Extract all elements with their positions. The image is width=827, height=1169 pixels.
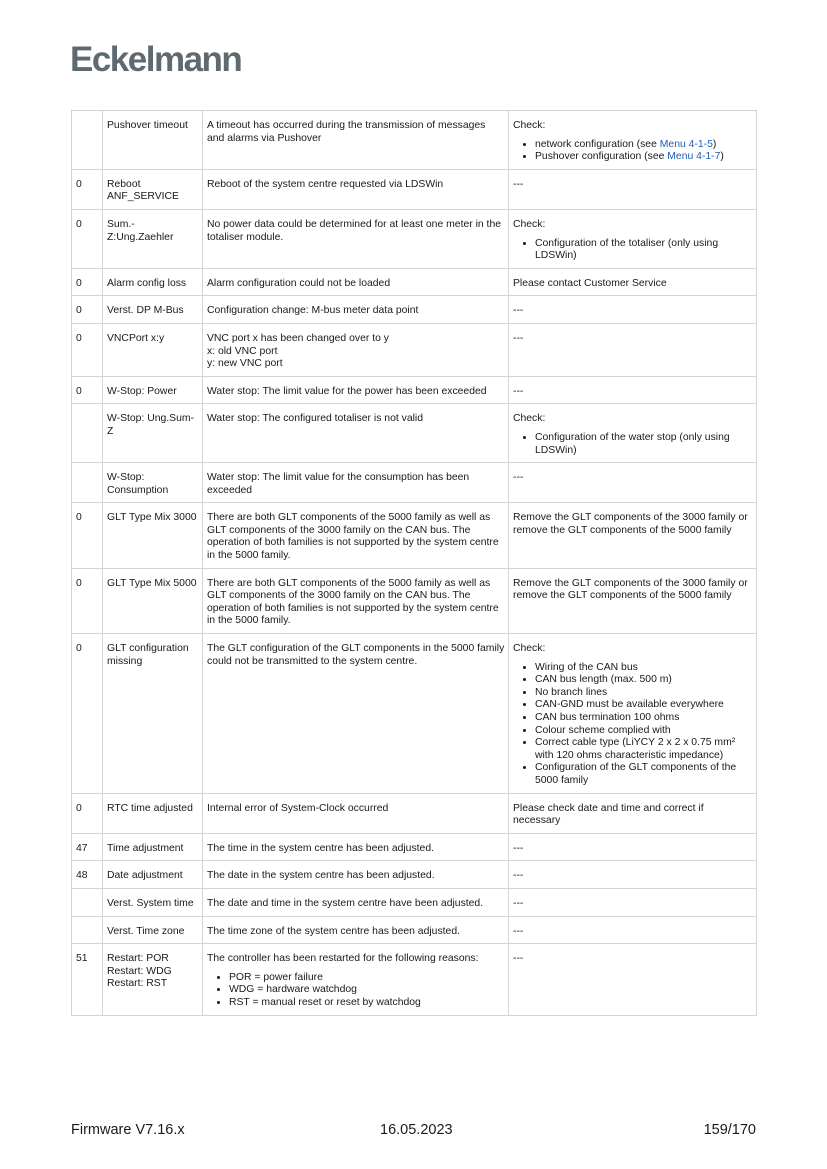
list-item: • Configuration of the water stop (only using LDSWin) bbox=[535, 432, 753, 457]
cell-number: 0 bbox=[72, 568, 103, 633]
table-row bbox=[72, 404, 757, 463]
cell-message: Verst. Time zone bbox=[103, 916, 203, 944]
cell-remedy: --- bbox=[509, 323, 757, 376]
table-row bbox=[72, 463, 757, 503]
cell-description: VNC port x has been changed over to y x: old VNC port y: new VNC port bbox=[203, 323, 509, 376]
cell-number: 0 bbox=[72, 634, 103, 794]
list-item: • POR = power failure bbox=[229, 972, 505, 985]
cell-remedy: --- bbox=[509, 833, 757, 861]
cell-number: 0 bbox=[72, 376, 103, 404]
list-item: • CAN-GND must be available everywhere bbox=[535, 699, 753, 712]
table-row bbox=[72, 944, 757, 1015]
list-item: • Colour scheme complied with bbox=[535, 725, 753, 738]
cell-message: RTC time adjusted bbox=[103, 793, 203, 833]
menu-link[interactable]: Menu 4-1-5 bbox=[659, 138, 713, 150]
footer-firmware: Firmware V7.16.x bbox=[71, 1122, 185, 1138]
table-row bbox=[72, 376, 757, 404]
table-row bbox=[72, 888, 757, 916]
menu-link[interactable]: Menu 4-1-7 bbox=[667, 151, 721, 163]
table-row bbox=[72, 296, 757, 324]
cell-remedy: --- bbox=[509, 916, 757, 944]
cell-number: 0 bbox=[72, 209, 103, 268]
list-item: • CAN bus length (max. 500 m) bbox=[535, 674, 753, 687]
cell-message: Pushover timeout bbox=[103, 111, 203, 170]
cell-description: The time in the system centre has been adjusted. bbox=[203, 833, 509, 861]
remedy-list bbox=[513, 238, 753, 263]
table-row bbox=[72, 503, 757, 568]
cell-remedy: Check: • Configuration of the water stop (only using LDSWin) bbox=[509, 404, 757, 463]
cell-description: The time zone of the system centre has been adjusted. bbox=[203, 916, 509, 944]
cell-description: A timeout has occurred during the transmission of messages and alarms via Pushover bbox=[203, 111, 509, 170]
table-row bbox=[72, 568, 757, 633]
cell-remedy: Check: • Configuration of the totaliser (only using LDSWin) bbox=[509, 209, 757, 268]
cell-message: VNCPort x:y bbox=[103, 323, 203, 376]
cell-remedy: Please contact Customer Service bbox=[509, 268, 757, 296]
cell-description: The controller has been restarted for the following reasons: • POR = power failure • WDG = hardware watchdog • RST = manual reset or reset by watchdog bbox=[203, 944, 509, 1015]
list-item: • WDG = hardware watchdog bbox=[229, 984, 505, 997]
cell-description: Water stop: The limit value for the power has been exceeded bbox=[203, 376, 509, 404]
cell-number bbox=[72, 916, 103, 944]
list-item: • CAN bus termination 100 ohms bbox=[535, 712, 753, 725]
footer-date: 16.05.2023 bbox=[380, 1122, 453, 1138]
cell-message: GLT Type Mix 5000 bbox=[103, 568, 203, 633]
list-item: • Pushover configuration (see Menu 4-1-7) bbox=[535, 151, 753, 164]
cell-number: 0 bbox=[72, 296, 103, 324]
cell-message: GLT configuration missing bbox=[103, 634, 203, 794]
description-list bbox=[207, 972, 505, 1010]
cell-description: Water stop: The configured totaliser is not valid bbox=[203, 404, 509, 463]
cell-number: 0 bbox=[72, 268, 103, 296]
cell-message: W-Stop: Ung.Sum-Z bbox=[103, 404, 203, 463]
table-row bbox=[72, 268, 757, 296]
cell-remedy: --- bbox=[509, 376, 757, 404]
cell-description: Internal error of System-Clock occurred bbox=[203, 793, 509, 833]
cell-message: Time adjustment bbox=[103, 833, 203, 861]
cell-description: There are both GLT components of the 5000 family as well as GLT components of the 3000 family on the CAN bus. The operation of both families is not supported by the system centre in the 5000 family. bbox=[203, 503, 509, 568]
cell-description: Reboot of the system centre requested via LDSWin bbox=[203, 169, 509, 209]
footer-page-number: 159/170 bbox=[703, 1122, 756, 1138]
cell-description: The date and time in the system centre have been adjusted. bbox=[203, 888, 509, 916]
list-item: • Wiring of the CAN bus bbox=[535, 662, 753, 675]
cell-number: 47 bbox=[72, 833, 103, 861]
cell-description: Configuration change: M-bus meter data point bbox=[203, 296, 509, 324]
cell-number: 0 bbox=[72, 793, 103, 833]
cell-remedy: Check: • network configuration (see Menu 4-1-5) • Pushover configuration (see Menu 4-1-7) bbox=[509, 111, 757, 170]
table-row bbox=[72, 111, 757, 170]
company-logo: Eckelmann bbox=[70, 40, 242, 79]
cell-message: Date adjustment bbox=[103, 861, 203, 889]
table-row bbox=[72, 833, 757, 861]
cell-number: 51 bbox=[72, 944, 103, 1015]
table-row bbox=[72, 793, 757, 833]
cell-remedy: --- bbox=[509, 861, 757, 889]
cell-message: Verst. DP M-Bus bbox=[103, 296, 203, 324]
cell-message: Alarm config loss bbox=[103, 268, 203, 296]
alarm-table bbox=[71, 110, 757, 1016]
table-row bbox=[72, 169, 757, 209]
cell-number bbox=[72, 404, 103, 463]
table-row bbox=[72, 323, 757, 376]
cell-remedy: --- bbox=[509, 888, 757, 916]
cell-description: No power data could be determined for at least one meter in the totaliser module. bbox=[203, 209, 509, 268]
cell-remedy: Remove the GLT components of the 3000 family or remove the GLT components of the 5000 family bbox=[509, 568, 757, 633]
list-item: • Configuration of the totaliser (only using LDSWin) bbox=[535, 238, 753, 263]
list-item: • RST = manual reset or reset by watchdog bbox=[229, 997, 505, 1010]
remedy-list bbox=[513, 432, 753, 457]
cell-description: Alarm configuration could not be loaded bbox=[203, 268, 509, 296]
cell-number: 48 bbox=[72, 861, 103, 889]
cell-description: Water stop: The limit value for the consumption has been exceeded bbox=[203, 463, 509, 503]
table-row bbox=[72, 916, 757, 944]
cell-number bbox=[72, 888, 103, 916]
remedy-list bbox=[513, 662, 753, 788]
cell-remedy: --- bbox=[509, 296, 757, 324]
table-row bbox=[72, 634, 757, 794]
table-row bbox=[72, 861, 757, 889]
table-row bbox=[72, 209, 757, 268]
cell-message: Sum.-Z:Ung.Zaehler bbox=[103, 209, 203, 268]
cell-remedy: --- bbox=[509, 944, 757, 1015]
cell-message: W-Stop: Power bbox=[103, 376, 203, 404]
cell-number bbox=[72, 111, 103, 170]
remedy-list bbox=[513, 139, 753, 164]
cell-remedy: --- bbox=[509, 169, 757, 209]
cell-remedy: Please check date and time and correct if necessary bbox=[509, 793, 757, 833]
cell-remedy: Remove the GLT components of the 3000 family or remove the GLT components of the 5000 family bbox=[509, 503, 757, 568]
cell-number bbox=[72, 463, 103, 503]
cell-number: 0 bbox=[72, 169, 103, 209]
cell-remedy: --- bbox=[509, 463, 757, 503]
cell-message: Reboot ANF_SERVICE bbox=[103, 169, 203, 209]
list-item: • Configuration of the GLT components of the 5000 family bbox=[535, 762, 753, 787]
cell-message: W-Stop: Consumption bbox=[103, 463, 203, 503]
cell-remedy: Check: • Wiring of the CAN bus • CAN bus length (max. 500 m) • No branch lines • CAN-GND must be available everywhere • CAN bus termination 100 ohms • Colour scheme complied with • Correct cable type (LiYCY 2 x 2 x 0.75 mm² with 120 ohms characteristic impedance) • Configuration of the GLT components of the 5000 family bbox=[509, 634, 757, 794]
list-item: • No branch lines bbox=[535, 687, 753, 700]
cell-message: Verst. System time bbox=[103, 888, 203, 916]
list-item: • Correct cable type (LiYCY 2 x 2 x 0.75 mm² with 120 ohms characteristic impedance) bbox=[535, 737, 753, 762]
cell-message: GLT Type Mix 3000 bbox=[103, 503, 203, 568]
cell-number: 0 bbox=[72, 503, 103, 568]
cell-description: There are both GLT components of the 5000 family as well as GLT components of the 3000 family on the CAN bus. The operation of both families is not supported by the system centre in the 5000 family. bbox=[203, 568, 509, 633]
cell-number: 0 bbox=[72, 323, 103, 376]
cell-message: Restart: POR Restart: WDG Restart: RST bbox=[103, 944, 203, 1015]
list-item: • network configuration (see Menu 4-1-5) bbox=[535, 139, 753, 152]
cell-description: The date in the system centre has been adjusted. bbox=[203, 861, 509, 889]
cell-description: The GLT configuration of the GLT components in the 5000 family could not be transmitted to the system centre. bbox=[203, 634, 509, 794]
